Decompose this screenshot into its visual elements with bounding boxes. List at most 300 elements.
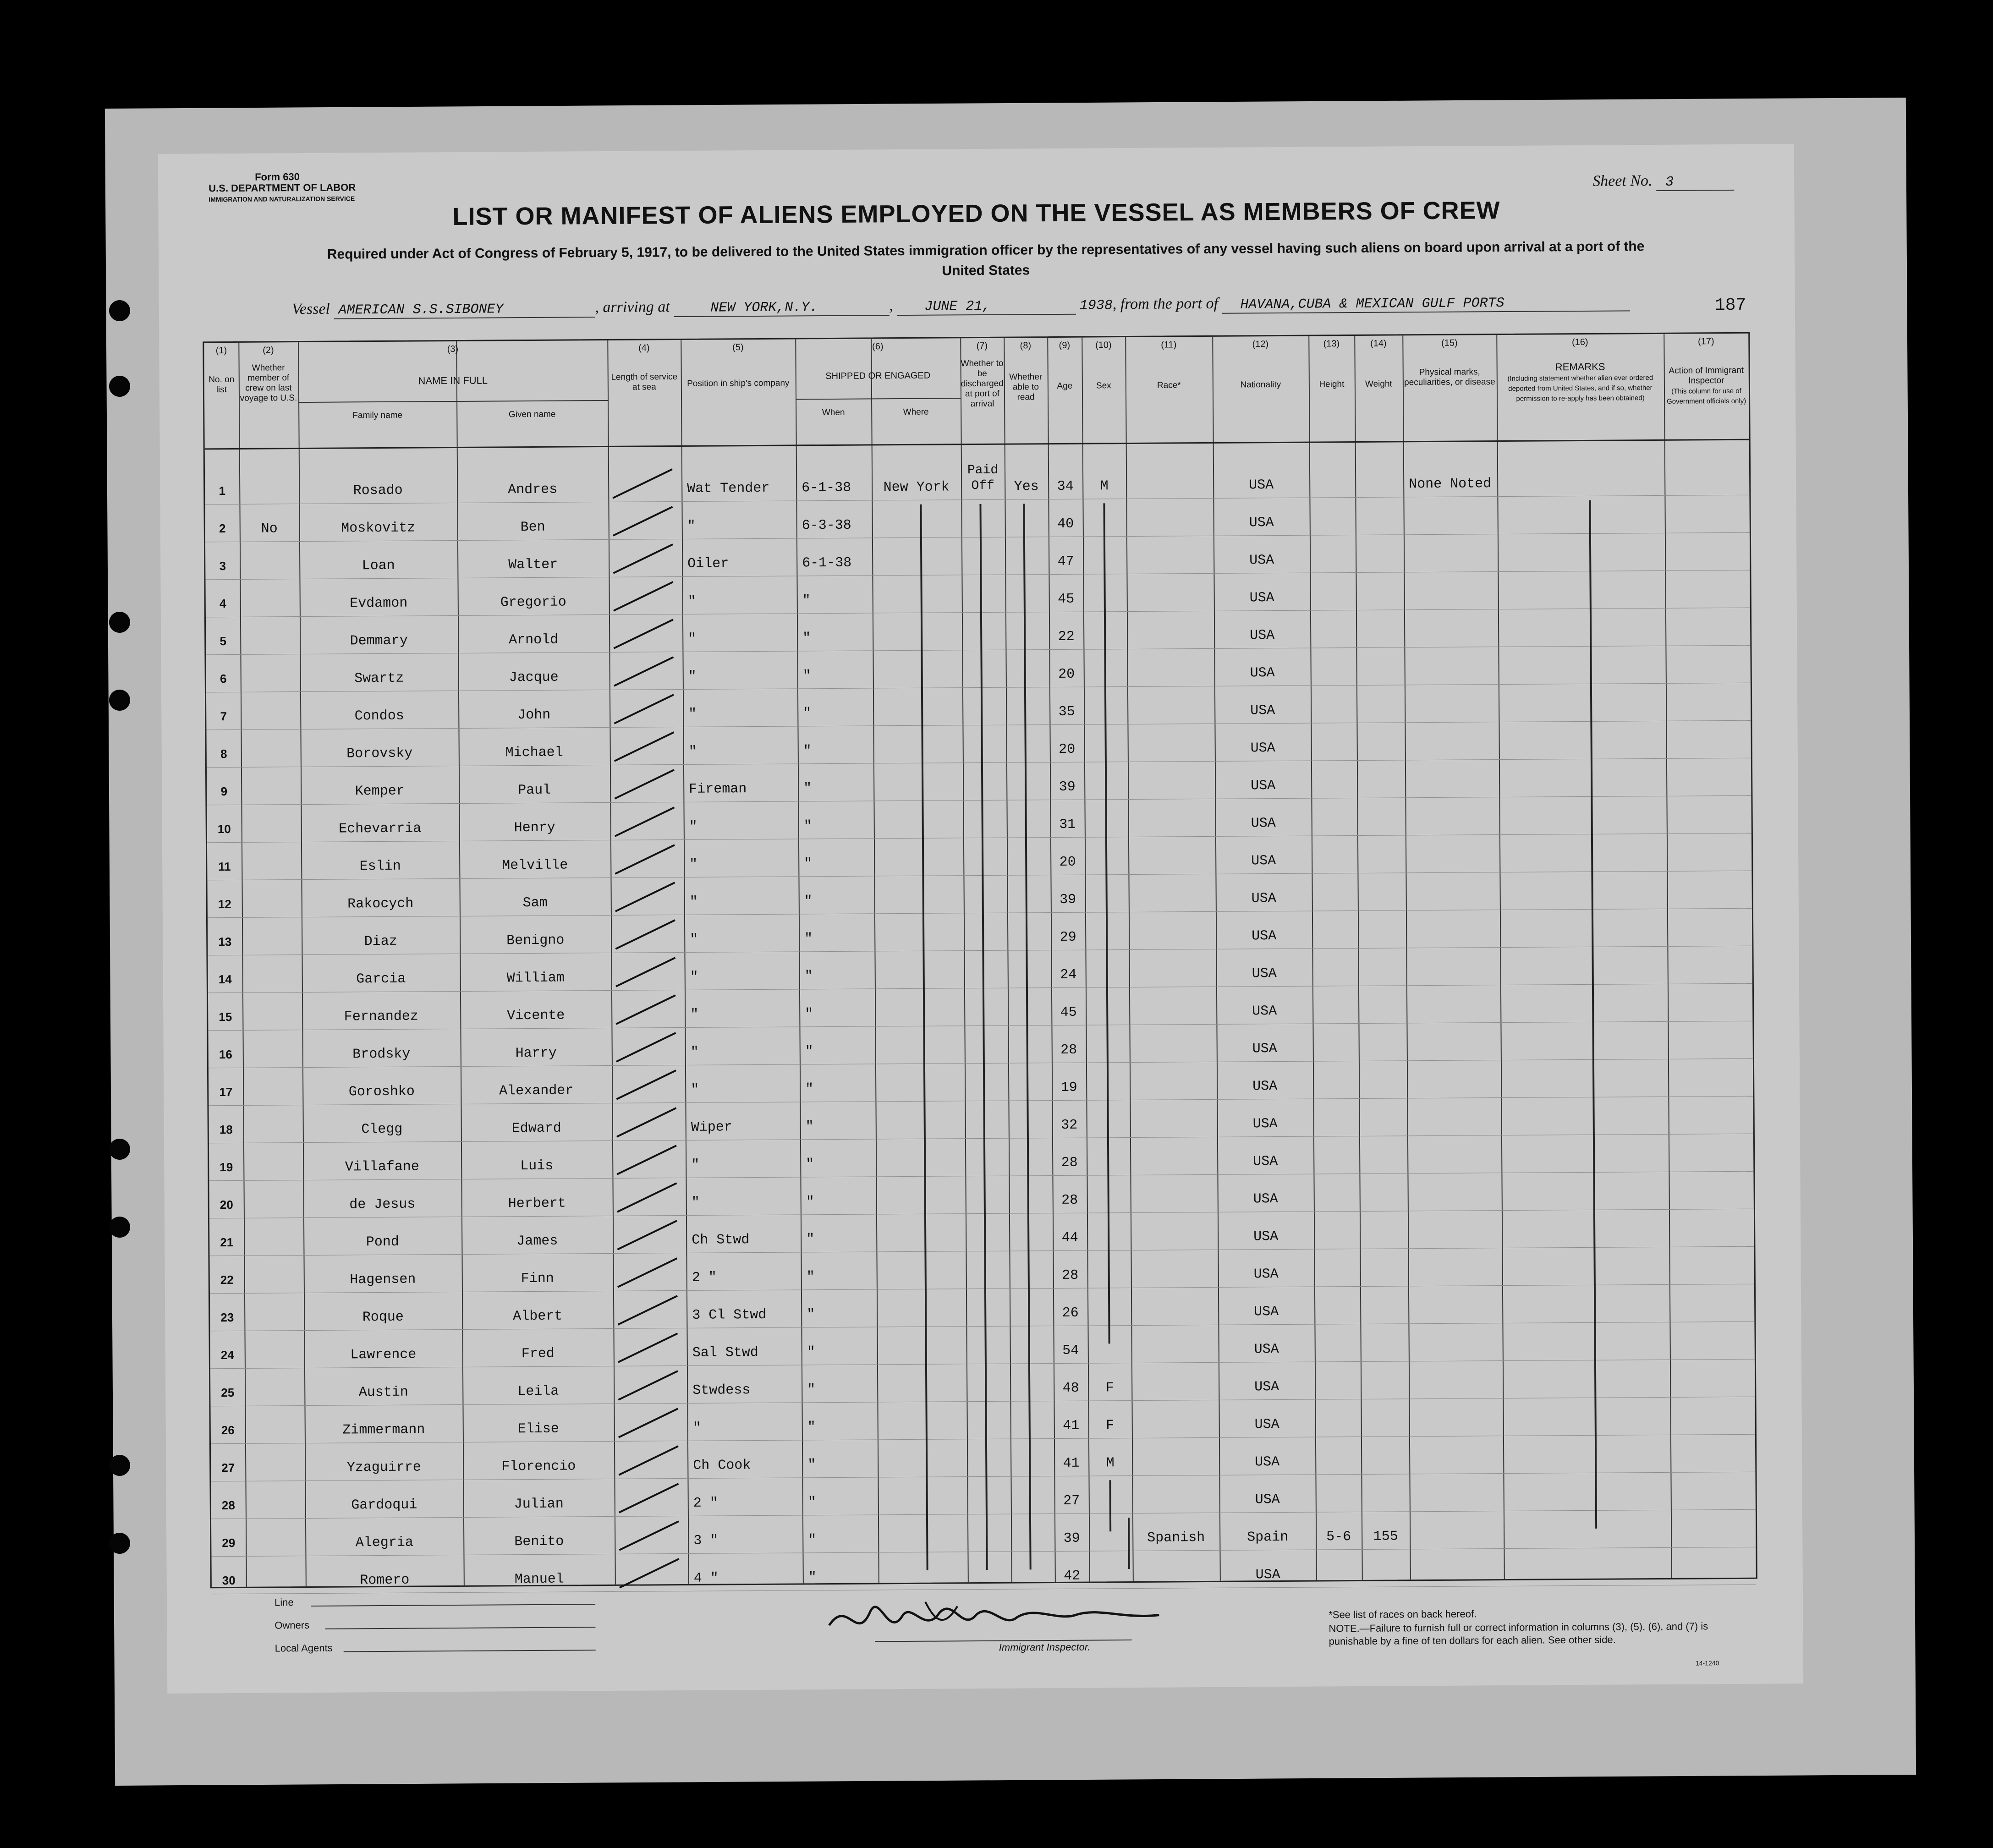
cell-weight [1359,1115,1407,1116]
cell-height [1312,1003,1358,1004]
cell-race [1131,1229,1218,1230]
cell-nationality: USA [1249,553,1274,569]
cell-given: Alexander [499,1083,574,1099]
cell-no: 10 [217,822,231,836]
cell-family: Kemper [355,783,405,800]
service-check-mark [608,464,681,502]
arrival-date: JUNE 21, [897,298,1076,316]
cell-height [1312,965,1358,966]
cell-given: William [506,970,565,987]
header-remarks-note: (Including statement whether alien ever ordered deported from United States, and if so, whether permission to re-apply has been obtained) [1507,374,1653,403]
cell-position: " [690,969,698,985]
cell-where [876,1118,965,1119]
cell-where [877,1268,966,1269]
cell-marks [1410,626,1547,627]
line-label: Line [275,1596,294,1608]
cell-age: 39 [1060,892,1076,908]
cell-read [1005,629,1049,630]
service-check-mark [613,1215,686,1253]
sheet-number [1592,172,1734,192]
service-check-mark [614,1478,687,1516]
penalty-note: NOTE.—Failure to furnish full or correct information in columns (3), (5), (6), and (7) is punishable by a fine of ten dollars for each alien. See other side. [1329,1620,1708,1647]
cell-position: Wat Tender [687,480,770,497]
owners-label: Owners [275,1619,310,1631]
cell-nationality: USA [1253,1229,1279,1245]
cell-race [1127,703,1214,704]
cell-height [1311,702,1356,703]
cell-when: " [804,894,813,910]
cell-when: " [807,1382,816,1398]
agents-field [344,1650,596,1652]
cell-no: 28 [221,1498,235,1513]
cell-no: 1 [219,484,226,498]
service-check-mark [609,539,682,577]
cell-discharged [967,1456,1010,1457]
cell-when: " [808,1570,817,1586]
cell-read [1006,704,1049,705]
cell-position: Fireman [689,781,747,797]
cell-no: 29 [222,1535,236,1550]
cell-member: No [261,521,278,537]
cell-when: " [806,1269,815,1285]
header-action: Action of Immigrant Inspector [1669,365,1744,386]
cell-when: " [806,1157,814,1173]
header-family-name: Family name [352,410,403,421]
cell-when: " [802,593,811,609]
cell-marks [1411,889,1549,890]
cell-sex: M [1106,1455,1115,1471]
cell-race [1127,628,1214,629]
cell-where: New York [883,479,950,496]
cell-where [877,1381,966,1382]
cell-family: Loan [362,558,395,574]
header-group-divider [298,400,608,403]
cell-given: Harry [515,1045,557,1062]
cell-age: 28 [1061,1192,1078,1208]
column-number: (6) [872,341,884,352]
inspector-signature [820,1587,1169,1653]
cell-marks [1412,1077,1550,1078]
cell-discharged [963,817,1007,818]
cell-read [1011,1568,1055,1569]
cell-read [1007,892,1051,893]
cell-family: Romero [360,1572,410,1589]
cell-when: " [804,931,813,947]
cell-sex: F [1106,1418,1115,1434]
service-check-mark [609,652,682,690]
cell-nationality: USA [1252,1079,1278,1095]
service-check-mark [611,990,685,1028]
cell-family: Echevarria [339,821,422,837]
cell-race [1129,891,1216,892]
cell-weight [1359,1040,1407,1041]
service-check-mark [610,764,683,802]
vessel-name: AMERICAN S.S.SIBONEY [334,301,595,319]
service-check-mark [609,727,683,765]
cell-nationality: USA [1254,1379,1279,1395]
cell-given: Manuel [514,1571,564,1588]
cell-where [878,1531,967,1532]
cell-family: Villafane [345,1159,419,1175]
cell-weight [1360,1303,1408,1304]
cell-height [1313,1078,1359,1079]
cell-age: 41 [1063,1455,1080,1471]
cell-age: 39 [1063,1530,1080,1546]
header-weight: Weight [1365,379,1392,389]
cell-nationality: USA [1254,1417,1279,1433]
cell-age: 24 [1060,967,1077,983]
column-number: (3) [447,344,459,355]
cell-marks [1415,1415,1552,1416]
cell-member [240,596,300,597]
cell-where [873,742,963,743]
cell-family: Alegria [355,1535,413,1551]
cell-family: Condos [354,708,404,724]
cell-marks [1415,1528,1553,1529]
cell-family: Goroshko [348,1084,415,1100]
cell-where [875,1005,964,1006]
cell-when: " [805,1044,813,1060]
cell-nationality: USA [1252,1041,1277,1057]
cell-age: 28 [1062,1267,1079,1283]
cell-age: 20 [1059,741,1076,757]
cell-no: 2 [219,521,226,536]
cell-marks [1410,588,1547,589]
service-check-mark [614,1403,687,1441]
cell-nationality: USA [1251,891,1276,907]
arrival-year: 1938 [1079,298,1113,314]
cell-height [1310,627,1356,628]
cell-age: 54 [1062,1343,1079,1359]
cell-weight [1362,1491,1410,1492]
cell-no: 20 [220,1197,233,1212]
cell-height [1312,815,1357,816]
cell-nationality: USA [1253,1154,1278,1170]
cell-no: 21 [220,1235,234,1250]
cell-member [246,1573,306,1574]
header-position: Position in ship's company [687,378,790,389]
cell-race: Spanish [1147,1530,1205,1546]
cell-weight [1356,589,1404,590]
service-check-mark [609,576,682,614]
service-check-mark [610,877,684,915]
cell-when: " [804,856,813,872]
cell-when: " [803,706,812,722]
cell-family: Eslin [359,858,401,875]
vessel-line: Vessel AMERICAN S.S.SIBONEY , arriving at NEW YORK,N.Y. , JUNE 21, 1938, from the port of HAVANA,CUBA & MEXICAN GULF PORTS [292,292,1630,319]
binder-hole [109,1139,130,1160]
cell-nationality: USA [1252,928,1277,944]
cell-race [1126,515,1213,516]
service-check-mark [612,1140,686,1178]
cell-no: 27 [221,1460,235,1475]
service-check-mark [612,1102,685,1141]
cell-age: 45 [1058,591,1075,607]
header-physical-marks: Physical marks, peculiarities, or disease [1404,367,1495,388]
column-number: (2) [263,345,274,356]
cell-given: Michael [505,745,563,761]
cell-marks [1413,1152,1550,1153]
cell-marks [1414,1377,1552,1378]
cell-position: Stwdess [692,1382,751,1398]
cell-marks [1412,1002,1549,1003]
line-field [311,1604,595,1607]
cell-age: 28 [1061,1155,1078,1171]
cell-height [1312,890,1358,891]
cell-age: 48 [1062,1380,1079,1396]
cell-age: 45 [1060,1004,1077,1020]
cell-family: Rosado [353,483,403,499]
manifest-sheet [158,144,1803,1694]
cell-where [878,1456,967,1457]
race-footnote: *See list of races on back hereof. [1329,1608,1477,1621]
cell-race [1129,966,1216,967]
cell-age: 22 [1058,629,1075,645]
cell-age: 31 [1059,817,1076,833]
cell-weight: 155 [1373,1529,1398,1545]
cell-marks [1411,776,1548,777]
cell-read [1008,1042,1052,1043]
cell-weight [1358,927,1406,928]
cell-given: Leila [517,1383,559,1400]
cell-weight [1360,1190,1408,1191]
cell-marks [1409,551,1547,552]
inspector-label: Immigrant Inspector. [999,1641,1091,1653]
cell-position: " [692,1420,701,1436]
cell-given: Julian [514,1496,564,1513]
binder-hole [109,1455,130,1476]
cell-age: 47 [1057,554,1074,570]
cell-no: 9 [220,784,228,799]
cell-position: Oiler [687,556,729,572]
cell-nationality: Spain [1247,1529,1289,1546]
form-header [209,171,356,205]
cell-given: Gregorio [500,594,566,611]
cell-age: 40 [1057,516,1074,532]
cell-age: 29 [1060,929,1076,945]
cell-given: Melville [502,857,568,874]
cell-position: " [688,669,697,685]
service-check-mark [612,1178,686,1216]
cell-given: Vicente [507,1008,565,1024]
cell-marks [1412,964,1549,965]
column-number: (14) [1370,338,1387,349]
cell-given: Benito [514,1534,564,1550]
cell-no: 17 [219,1085,233,1099]
cell-position: " [688,706,697,722]
header-shipped-or-engaged: SHIPPED OR ENGAGED [825,370,931,382]
cell-when: " [808,1532,817,1548]
cell-position: Ch Cook [693,1458,751,1474]
table-header [204,334,1748,421]
cell-no: 4 [219,597,226,611]
cell-height [1313,1153,1359,1154]
cell-given: Florencio [501,1459,576,1475]
cell-position: " [689,819,697,835]
cell-position: " [690,932,698,948]
cell-race [1132,1417,1219,1418]
cell-race [1130,1079,1217,1080]
cell-family: Roque [362,1309,404,1326]
cell-no: 5 [220,634,227,648]
cell-nationality: USA [1249,477,1274,494]
service-check-mark [609,614,682,652]
cell-no: 8 [220,747,227,761]
cell-where [874,930,964,931]
cell-position: 4 " [693,1570,719,1586]
cell-height [1310,552,1356,553]
cell-read: Yes [1014,479,1039,495]
header-member-last-voyage: Whether member of crew on last voyage to U.S. [240,363,297,403]
cell-read [1010,1343,1054,1344]
cell-member [246,1535,305,1536]
cell-family: Evdamon [350,595,408,612]
cell-position: Wiper [691,1119,732,1135]
cell-position: 2 " [693,1495,718,1511]
binder-hole [109,1217,130,1238]
cell-nationality: USA [1250,740,1275,757]
cell-when: " [807,1420,816,1436]
cell-discharged [965,1118,1009,1119]
cell-marks [1414,1302,1551,1303]
crew-table [203,332,1757,1589]
cell-member [239,483,299,484]
cell-no: 18 [219,1122,233,1137]
cell-height [1314,1228,1360,1229]
header-when: When [822,407,845,418]
cell-given: Paul [518,782,551,799]
cell-when: 6-1-38 [802,555,852,571]
cell-position: " [688,631,697,647]
cell-position: 3 Cl Stwd [692,1307,767,1323]
cell-position: Sal Stwd [692,1344,758,1361]
cell-where [875,1080,965,1081]
cell-no: 12 [218,897,231,911]
cell-nationality: USA [1252,1116,1278,1132]
cell-given: Edward [511,1120,561,1137]
cell-when: " [802,668,811,684]
cell-marks [1413,1227,1551,1228]
cell-read [1011,1493,1054,1494]
cell-given: Sam [522,895,548,911]
column-number: (4) [638,343,650,353]
page-title: LIST OR MANIFEST OF ALIENS EMPLOYED ON THE VESSEL AS MEMBERS OF CREW [452,197,1500,231]
cell-no: 24 [220,1348,234,1362]
cell-member [242,934,302,935]
cell-age: 42 [1064,1568,1081,1584]
service-check-mark [609,689,683,727]
binder-hole [109,376,130,397]
cell-member [244,1197,303,1198]
service-check-mark [610,839,684,877]
header-remarks: REMARKS [1555,361,1605,373]
agents-label: Local Agents [275,1642,333,1654]
cell-family: Swartz [354,670,404,687]
cell-height [1314,1266,1360,1267]
cell-position: " [691,1195,700,1211]
cell-when: " [806,1232,815,1248]
cell-weight [1357,777,1405,778]
column-number: (1) [215,345,227,356]
cell-member [245,1385,304,1386]
header-race: Race* [1157,380,1181,390]
cell-no: 16 [219,1047,232,1062]
cell-discharged [962,667,1006,668]
cell-when: 6-3-38 [802,517,851,534]
cell-when: " [805,1006,813,1022]
cell-when: " [803,743,812,759]
cell-position: " [689,894,698,910]
binder-hole [109,300,130,321]
cell-marks [1411,814,1548,815]
cell-nationality: USA [1250,628,1275,644]
cell-no: 23 [220,1310,234,1325]
cell-family: Moskovitz [341,520,416,537]
cell-given: Henry [514,820,555,836]
cell-member [242,1009,302,1010]
cell-where [872,554,961,555]
cell-family: Austin [358,1384,408,1401]
column-number: (7) [976,340,988,351]
service-check-mark [614,1441,687,1479]
cell-read [1008,967,1051,968]
column-number: (15) [1441,338,1458,348]
cell-age: 20 [1059,854,1076,870]
cell-weight [1361,1453,1409,1454]
cell-given: Finn [521,1271,554,1287]
cell-no: 26 [221,1423,235,1437]
service-check-mark [608,501,681,539]
column-number: (9) [1059,340,1071,351]
service-check-mark [614,1365,687,1404]
column-number: (5) [732,342,744,353]
header-sex: Sex [1096,381,1111,391]
cell-discharged [964,930,1007,931]
cell-nationality: USA [1249,590,1274,606]
cell-no: 30 [222,1573,236,1588]
vessel-label: Vessel [291,300,330,318]
cell-when: " [803,818,812,834]
form-number: Form 630 [255,171,300,183]
cell-given: Walter [508,557,558,573]
cell-member [241,746,301,747]
binder-hole [109,612,130,633]
cell-member [245,1460,305,1461]
cell-where [876,1193,966,1194]
cell-weight [1356,514,1404,515]
cell-discharged [966,1193,1009,1194]
cell-read [1005,516,1049,517]
cell-when: " [806,1194,814,1210]
cell-when: " [807,1344,815,1360]
cell-family: Borovsky [346,746,413,762]
cell-height: 5-6 [1326,1529,1351,1545]
column-number: (13) [1323,339,1340,349]
cell-given: Fred [521,1346,555,1362]
department-name: U.S. DEPARTMENT OF LABOR [209,181,356,194]
cell-age: 19 [1060,1080,1077,1096]
service-check-mark [611,952,684,990]
column-number: (17) [1697,336,1714,347]
cell-family: Rakocych [347,896,414,912]
cell-family: Zimmermann [342,1422,425,1438]
cell-no: 3 [219,559,226,573]
footer [210,1579,1755,1680]
cell-position: " [690,1044,699,1060]
cell-when: " [804,969,813,985]
cell-read [1010,1305,1053,1306]
cell-given: Andres [508,482,558,498]
